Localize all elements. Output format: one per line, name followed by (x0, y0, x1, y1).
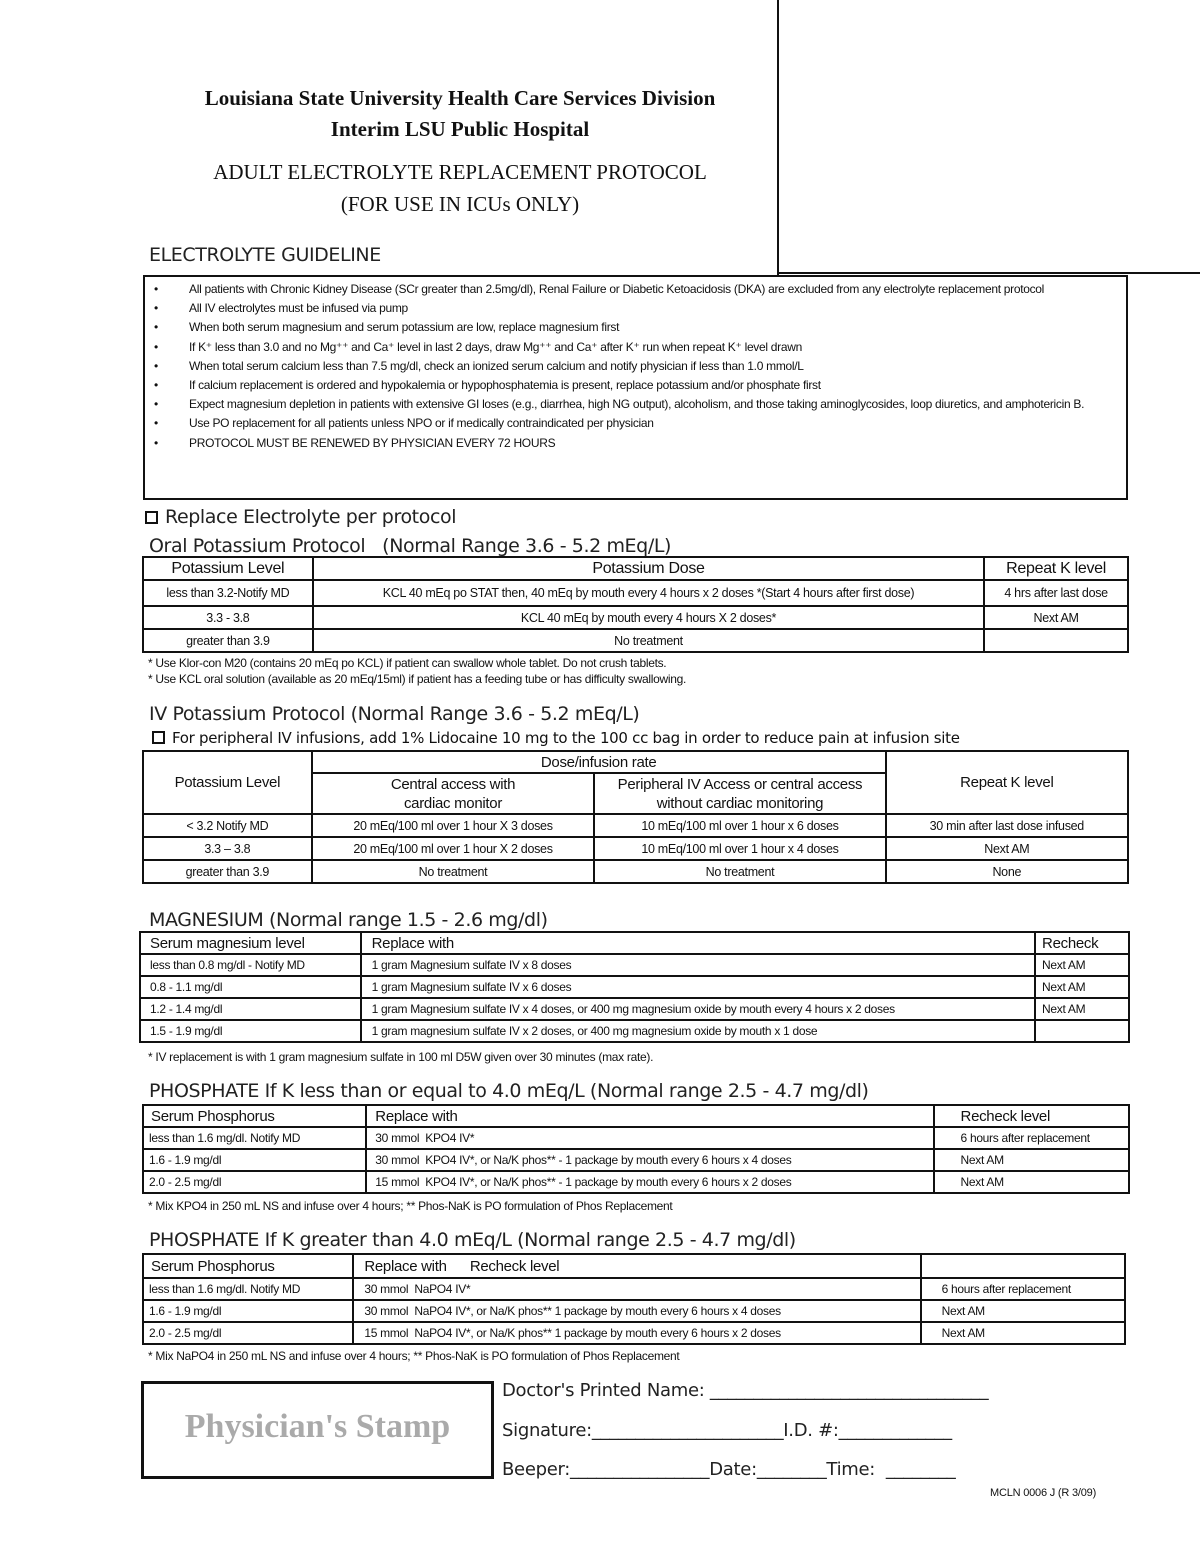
magnesium-note: * IV replacement is with 1 gram magnesium sulfate in 100 ml D5W given over 30 minutes (max rate). (148, 1050, 654, 1064)
table-row (140, 954, 1129, 976)
table-cell: No treatment (313, 629, 984, 652)
table-row (140, 976, 1129, 998)
guideline-item: • If calcium replacement is ordered and hypokalemia or hypophosphatemia is present, replace potassium and/or phosphate first (145, 376, 1120, 395)
column-header: Potassium Level (143, 557, 313, 580)
guideline-item: • When total serum calcium less than 7.5 mg/dl, check an ionized serum calcium and notify physician if less than 1.0 mmol/L (145, 357, 1120, 376)
guideline-heading: ELECTROLYTE GUIDELINE (149, 244, 381, 266)
column-header: Replace with (361, 932, 1035, 954)
table-row (143, 1171, 1129, 1193)
table-cell: Next AM (1035, 954, 1129, 976)
table-cell: 30 mmol KPO4 IV*, or Na/K phos** - 1 package by mouth every 6 hours x 4 doses (366, 1149, 933, 1171)
column-header: Central access with cardiac monitor (312, 773, 595, 814)
table-cell: 1 gram Magnesium sulfate IV x 6 doses (361, 976, 1035, 998)
column-header: Recheck (1035, 932, 1129, 954)
lidocaine-checkbox[interactable] (152, 731, 165, 744)
table-row (143, 837, 1128, 860)
table-cell (1035, 1020, 1129, 1042)
table-cell: 1.6 - 1.9 mg/dl (143, 1300, 353, 1322)
table-cell: None (886, 860, 1128, 883)
hospital-name: Interim LSU Public Hospital (330, 117, 590, 141)
table-cell: 1 gram magnesium sulfate IV x 2 doses, or 400 mg magnesium oxide by mouth x 1 dose (361, 1020, 1035, 1042)
table-row (140, 998, 1129, 1020)
table-cell: 15 mmol NaPO4 IV*, or Na/K phos** 1 package by mouth every 6 hours x 2 doses (353, 1322, 920, 1344)
phosphate-low-k-heading: PHOSPHATE If K less than or equal to 4.0 mEq/L (Normal range 2.5 - 4.7 mg/dl) (149, 1080, 869, 1102)
phosphate-high-k-table (142, 1253, 1126, 1345)
bullet-icon: • (154, 320, 158, 335)
table-cell: 20 mEq/100 ml over 1 hour X 2 doses (312, 837, 595, 860)
table-row (143, 1149, 1129, 1171)
column-header: Repeat K level (984, 557, 1128, 580)
table-cell: 10 mEq/100 ml over 1 hour x 4 doses (594, 837, 885, 860)
table-cell: 30 mmol NaPO4 IV*, or Na/K phos** 1 package by mouth every 6 hours x 4 doses (353, 1300, 920, 1322)
bullet-icon: • (154, 339, 158, 354)
table-header-row (143, 751, 1128, 773)
table-cell: Next AM (921, 1300, 1125, 1322)
table-cell: 30 mmol NaPO4 IV* (353, 1278, 920, 1300)
table-cell: 1.6 - 1.9 mg/dl (143, 1149, 366, 1171)
column-header: Potassium Level (143, 751, 312, 814)
guideline-item: • All patients with Chronic Kidney Disease (SCr greater than 2.5mg/dl), Renal Failure or Diabetic Ketoacidosis (DKA) are excluded from any electrolyte replacement protocol (145, 280, 1120, 299)
table-header-row (140, 932, 1129, 954)
guideline-item: • If K⁺ less than 3.0 and no Mg⁺⁺ and Ca⁺ level in last 2 days, draw Mg⁺⁺ and Ca⁺ after K⁺ run when repeat K⁺ level drawn (145, 338, 1120, 357)
table-row (143, 1278, 1125, 1300)
bullet-icon: • (154, 397, 158, 412)
table-cell: less than 1.6 mg/dl. Notify MD (143, 1127, 366, 1149)
table-cell: less than 1.6 mg/dl. Notify MD (143, 1278, 353, 1300)
bullet-icon: • (154, 301, 158, 316)
bullet-icon: • (154, 435, 158, 450)
column-header: Peripheral IV Access or central access without cardiac monitoring (594, 773, 885, 814)
table-cell: 6 hours after replacement (934, 1127, 1129, 1149)
doctor-name-field[interactable]: Doctor's Printed Name: ________________________________ (502, 1380, 989, 1401)
table-row (143, 814, 1128, 837)
table-cell: KCL 40 mEq by mouth every 4 hours X 2 doses* (313, 606, 984, 629)
table-header-row (143, 557, 1128, 580)
table-cell: 6 hours after replacement (921, 1278, 1125, 1300)
table-cell: 30 mmol KPO4 IV* (366, 1127, 933, 1149)
column-header: Replace with (366, 1105, 933, 1127)
table-cell: 2.0 - 2.5 mg/dl (143, 1171, 366, 1193)
form-number: MCLN 0006 J (R 3/09) (990, 1487, 1097, 1499)
table-cell: less than 3.2-Notify MD (143, 580, 313, 606)
table-cell: 30 min after last dose infused (886, 814, 1128, 837)
column-header: Serum Phosphorus (143, 1254, 353, 1278)
column-header: Dose/infusion rate (312, 751, 886, 773)
lidocaine-option[interactable] (152, 729, 960, 747)
table-cell: Next AM (1035, 998, 1129, 1020)
table-cell (984, 629, 1128, 652)
table-cell: 3.3 - 3.8 (143, 606, 313, 629)
phosphate-low-k-note: * Mix KPO4 in 250 mL NS and infuse over 4 hours; ** Phos-NaK is PO formulation of Phos Replacement (148, 1199, 673, 1213)
guideline-item: • All IV electrolytes must be infused via pump (145, 299, 1120, 318)
institution-name: Louisiana State University Health Care Services Division (204, 86, 716, 110)
lidocaine-label: For peripheral IV infusions, add 1% Lidocaine 10 mg to the 100 cc bag in order to reduce pain at infusion site (172, 729, 960, 747)
phosphate-high-k-note: * Mix NaPO4 in 250 mL NS and infuse over 4 hours; ** Phos-NaK is PO formulation of Phos Replacement (148, 1349, 680, 1363)
table-cell: 10 mEq/100 ml over 1 hour x 6 doses (594, 814, 885, 837)
column-header (921, 1254, 1125, 1278)
table-cell: 1.5 - 1.9 mg/dl (140, 1020, 361, 1042)
table-cell: Next AM (934, 1149, 1129, 1171)
iv-potassium-table (142, 750, 1129, 884)
guideline-item: • Use PO replacement for all patients unless NPO or if medically contraindicated per physician (145, 414, 1120, 433)
corner-horizontal-rule (777, 272, 1200, 274)
replace-protocol-checkbox[interactable] (145, 511, 158, 524)
bullet-icon: • (154, 416, 158, 431)
oral-potassium-table (142, 556, 1129, 653)
table-cell: 20 mEq/100 ml over 1 hour X 3 doses (312, 814, 595, 837)
table-row (140, 1020, 1129, 1042)
table-row (143, 629, 1128, 652)
table-cell: 3.3 – 3.8 (143, 837, 312, 860)
phosphate-low-k-table (142, 1104, 1130, 1194)
table-cell: No treatment (312, 860, 595, 883)
table-cell: Next AM (1035, 976, 1129, 998)
column-header: Recheck level (934, 1105, 1129, 1127)
table-row (143, 580, 1128, 606)
table-cell: Next AM (886, 837, 1128, 860)
beeper-date-time-field[interactable]: Beeper:________________Date:________Time: ________ (502, 1459, 956, 1480)
table-cell: Next AM (984, 606, 1128, 629)
bullet-icon: • (154, 378, 158, 393)
signature-id-field[interactable]: Signature:______________________I.D. #:_____________ (502, 1420, 952, 1441)
table-header-row (143, 1105, 1129, 1127)
phosphate-high-k-heading: PHOSPHATE If K greater than 4.0 mEq/L (Normal range 2.5 - 4.7 mg/dl) (149, 1229, 796, 1251)
column-header: Serum Phosphorus (143, 1105, 366, 1127)
table-cell: 1 gram Magnesium sulfate IV x 8 doses (361, 954, 1035, 976)
magnesium-heading: MAGNESIUM (Normal range 1.5 - 2.6 mg/dl) (149, 909, 548, 931)
page-subtitle: (FOR USE IN ICUs ONLY) (340, 192, 580, 216)
oral-potassium-note: * Use KCL oral solution (available as 20 mEq/15ml) if patient has a feeding tube or has difficulty swallowing. (148, 672, 686, 686)
iv-potassium-heading: IV Potassium Protocol (Normal Range 3.6 - 5.2 mEq/L) (149, 703, 640, 725)
guideline-list (145, 277, 1126, 453)
table-cell: greater than 3.9 (143, 860, 312, 883)
column-header: Repeat K level (886, 751, 1128, 814)
table-cell: 4 hrs after last dose (984, 580, 1128, 606)
table-cell: less than 0.8 mg/dl - Notify MD (140, 954, 361, 976)
table-cell: 1.2 - 1.4 mg/dl (140, 998, 361, 1020)
table-cell: No treatment (594, 860, 885, 883)
table-row (143, 1300, 1125, 1322)
table-row (143, 860, 1128, 883)
table-cell: 15 mmol KPO4 IV*, or Na/K phos** - 1 package by mouth every 6 hours x 2 doses (366, 1171, 933, 1193)
magnesium-table (139, 931, 1130, 1043)
guideline-item: • PROTOCOL MUST BE RENEWED BY PHYSICIAN EVERY 72 HOURS (145, 434, 1120, 453)
table-cell: < 3.2 Notify MD (143, 814, 312, 837)
table-cell: greater than 3.9 (143, 629, 313, 652)
guideline-box (143, 275, 1128, 500)
table-row (143, 1127, 1129, 1149)
oral-potassium-heading: Oral Potassium Protocol (Normal Range 3.6 - 5.2 mEq/L) (149, 535, 672, 557)
guideline-item: • When both serum magnesium and serum potassium are low, replace magnesium first (145, 318, 1120, 337)
table-row (143, 606, 1128, 629)
table-cell: 2.0 - 2.5 mg/dl (143, 1322, 353, 1344)
table-row (143, 1322, 1125, 1344)
oral-potassium-note: * Use Klor-con M20 (contains 20 mEq po KCL) if patient can swallow whole tablet. Do not crush tablets. (148, 656, 667, 670)
table-cell: 0.8 - 1.1 mg/dl (140, 976, 361, 998)
table-header-row (143, 1254, 1125, 1278)
replace-protocol-option[interactable] (145, 506, 456, 528)
physician-stamp-box (141, 1381, 494, 1479)
column-header: Potassium Dose (313, 557, 984, 580)
column-header: Replace with Recheck level (353, 1254, 920, 1278)
physician-stamp-label: Physician's Stamp (184, 1408, 451, 1445)
table-cell: Next AM (921, 1322, 1125, 1344)
replace-protocol-label: Replace Electrolyte per protocol (165, 506, 457, 528)
bullet-icon: • (154, 282, 158, 296)
column-header: Serum magnesium level (140, 932, 361, 954)
table-cell: KCL 40 mEq po STAT then, 40 mEq by mouth every 4 hours x 2 doses *(Start 4 hours after first dose) (313, 580, 984, 606)
table-cell: Next AM (934, 1171, 1129, 1193)
guideline-item: • Expect magnesium depletion in patients with extensive GI loses (e.g., diarrhea, high NG output), alcoholism, and those taking aminoglycosides, loop diuretics, and amphotericin B. (145, 395, 1120, 414)
table-cell: 1 gram Magnesium sulfate IV x 4 doses, or 400 mg magnesium oxide by mouth every 4 hours x 2 doses (361, 998, 1035, 1020)
page-title: ADULT ELECTROLYTE REPLACEMENT PROTOCOL (213, 160, 707, 184)
bullet-icon: • (154, 358, 158, 373)
